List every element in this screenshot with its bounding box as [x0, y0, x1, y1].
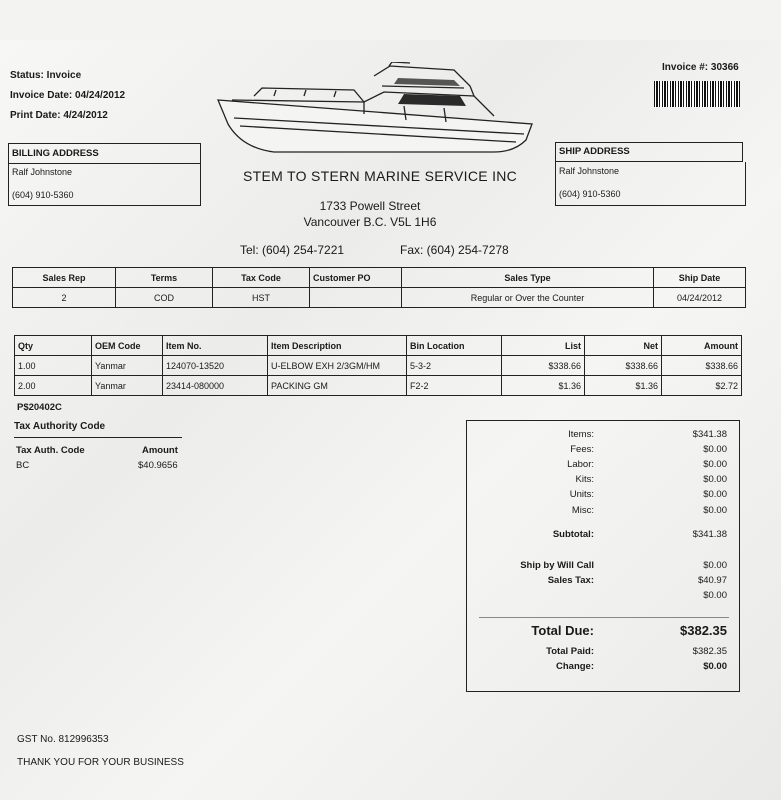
item-net: $1.36: [585, 376, 662, 396]
invoice-date: Invoice Date: 04/24/2012: [10, 90, 126, 101]
company-name: STEM TO STERN MARINE SERVICE INC: [243, 168, 518, 184]
item-description: U-ELBOW EXH 2/3GM/HM: [268, 356, 407, 376]
kits-value: $0.00: [703, 474, 727, 485]
ship-heading: SHIP ADDRESS: [559, 146, 630, 157]
order-value: COD: [116, 288, 213, 308]
totals-divider: [479, 617, 729, 618]
items-header: List: [502, 336, 585, 356]
change-value: $0.00: [703, 661, 727, 672]
boat-logo: [214, 62, 544, 158]
items-header: OEM Code: [92, 336, 163, 356]
billing-phone: (604) 910-5360: [12, 190, 74, 200]
barcode: [654, 81, 740, 107]
item-qty: 1.00: [15, 356, 92, 376]
order-header: Terms: [116, 268, 213, 288]
tax-authority-divider: [14, 437, 182, 438]
ship-name: Ralf Johnstone: [559, 166, 620, 176]
subtotal-label: Subtotal:: [552, 529, 594, 540]
units-label: Units:: [569, 489, 594, 500]
fees-value: $0.00: [703, 444, 727, 455]
print-date: Print Date: 4/24/2012: [10, 110, 108, 121]
items-header: Amount: [662, 336, 742, 356]
company-street: 1733 Powell Street: [319, 199, 421, 213]
ship-will-call-value: $0.00: [703, 560, 727, 571]
kits-label: Kits:: [575, 474, 594, 485]
order-header-row: [13, 268, 746, 288]
labor-label: Labor:: [567, 459, 594, 470]
invoice-number: Invoice #: 30366: [662, 62, 739, 73]
ship-will-call-label: Ship by Will Call: [520, 560, 594, 571]
order-header: Ship Date: [654, 268, 746, 288]
fees-label: Fees:: [570, 444, 594, 455]
total-due-value: $382.35: [680, 623, 727, 638]
items-header-row: [15, 336, 742, 356]
sales-tax-value: $40.97: [697, 575, 727, 586]
item-bin: 5-3-2: [407, 356, 502, 376]
units-value: $0.00: [703, 489, 727, 500]
items-header: Item Description: [268, 336, 407, 356]
order-value: Regular or Over the Counter: [402, 288, 654, 308]
order-value: HST: [213, 288, 310, 308]
order-header: Sales Type: [402, 268, 654, 288]
labor-value: $0.00: [703, 459, 727, 470]
company-tel: Tel: (604) 254-7221: [240, 243, 345, 257]
ship-phone: (604) 910-5360: [559, 189, 621, 199]
order-header: Customer PO: [310, 268, 402, 288]
item-amount: $338.66: [662, 356, 742, 376]
ship-heading-box: [555, 142, 743, 162]
sales-tax-label: Sales Tax:: [547, 575, 594, 586]
order-header: Tax Code: [213, 268, 310, 288]
billing-heading: BILLING ADDRESS: [12, 148, 99, 159]
item-list: $338.66: [502, 356, 585, 376]
totals-box: [466, 420, 740, 692]
tax-auth-code: BC: [16, 460, 30, 471]
ship-address: [555, 162, 746, 206]
order-info-table: [12, 267, 746, 308]
order-value: [310, 288, 402, 308]
total-paid-value: $382.35: [692, 646, 727, 657]
company-city: Vancouver B.C. V5L 1H6: [303, 215, 437, 229]
billing-name: Ralf Johnstone: [12, 167, 73, 177]
items-total: $341.38: [692, 429, 727, 440]
item-net: $338.66: [585, 356, 662, 376]
misc-value: $0.00: [703, 505, 727, 516]
item-oem: Yanmar: [92, 376, 163, 396]
billing-address: [8, 164, 201, 206]
items-header: Bin Location: [407, 336, 502, 356]
tax-amount: $40.9656: [138, 460, 178, 471]
order-values-row: [13, 288, 746, 308]
order-value: 04/24/2012: [654, 288, 746, 308]
items-header: Item No.: [163, 336, 268, 356]
item-description: PACKING GM: [268, 376, 407, 396]
item-qty: 2.00: [15, 376, 92, 396]
item-number: 23414-080000: [163, 376, 268, 396]
items-header: Qty: [15, 336, 92, 356]
total-paid-label: Total Paid:: [546, 646, 594, 657]
items-table: [14, 335, 742, 396]
reference-code: P$20402C: [17, 402, 62, 413]
item-oem: Yanmar: [92, 356, 163, 376]
billing-heading-box: [8, 143, 201, 164]
item-bin: F2-2: [407, 376, 502, 396]
table-row: [15, 376, 742, 396]
change-label: Change:: [556, 661, 594, 672]
status-line: Status: Invoice: [10, 70, 82, 81]
thank-you-note: THANK YOU FOR YOUR BUSINESS: [17, 757, 184, 768]
total-due-label: Total Due:: [531, 623, 594, 638]
subtotal-value: $341.38: [692, 529, 727, 540]
items-total-label: Items:: [568, 429, 594, 440]
table-row: [15, 356, 742, 376]
misc-label: Misc:: [571, 505, 594, 516]
item-amount: $2.72: [662, 376, 742, 396]
tax-amount-header: Amount: [142, 445, 178, 456]
tax-auth-code-header: Tax Auth. Code: [16, 445, 85, 456]
item-number: 124070-13520: [163, 356, 268, 376]
items-header: Net: [585, 336, 662, 356]
company-fax: Fax: (604) 254-7278: [400, 243, 509, 257]
extra-value: $0.00: [703, 590, 727, 601]
gst-number: GST No. 812996353: [17, 734, 109, 745]
tax-authority-heading: Tax Authority Code: [14, 421, 106, 432]
item-list: $1.36: [502, 376, 585, 396]
order-header: Sales Rep: [13, 268, 116, 288]
order-value: 2: [13, 288, 116, 308]
